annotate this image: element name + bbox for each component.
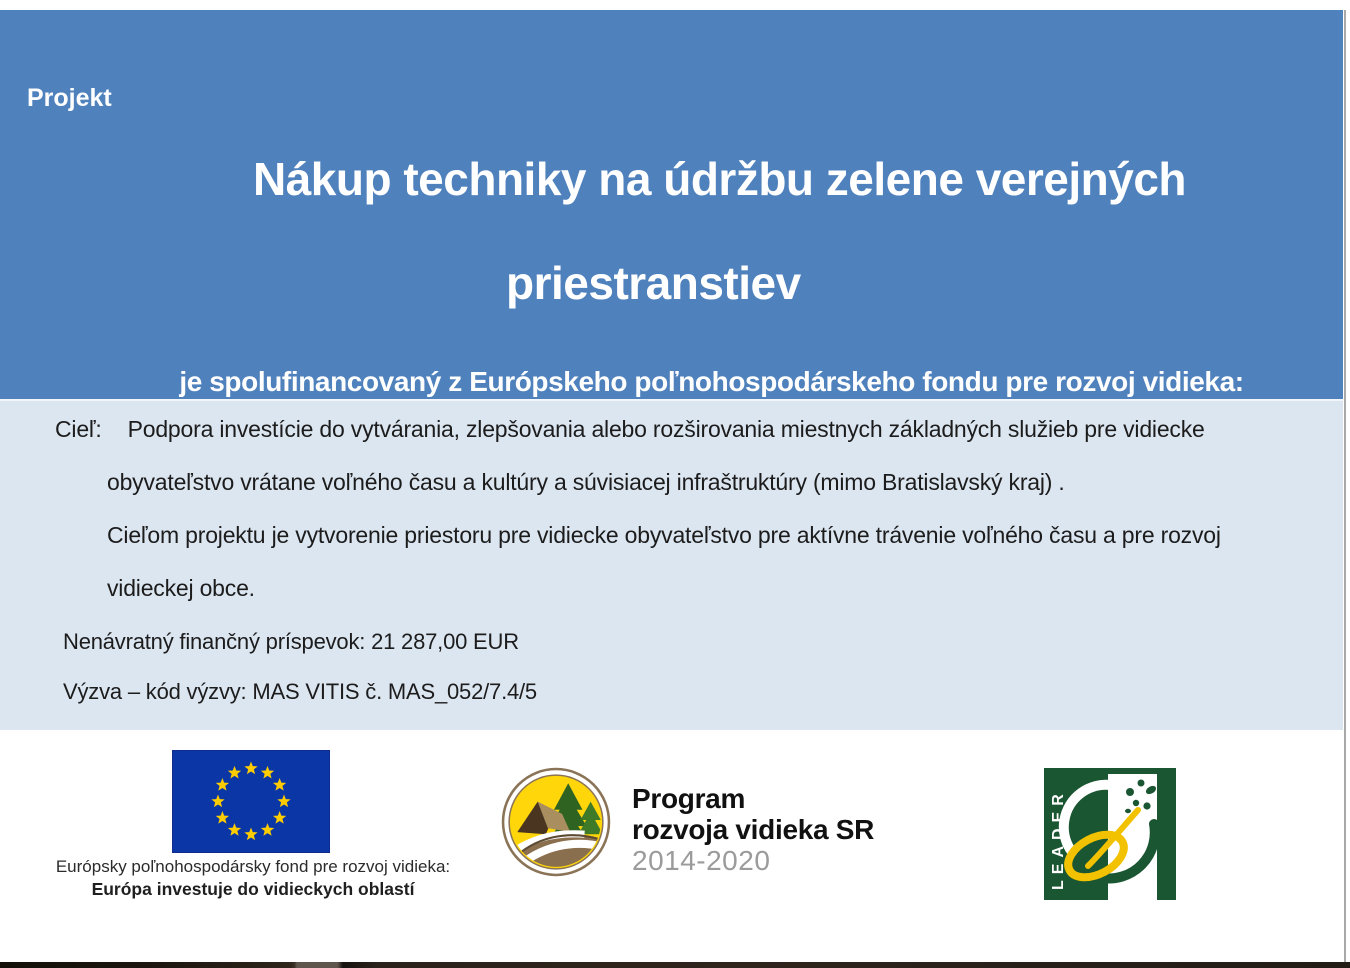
leader-label: LEADER: [1050, 788, 1067, 890]
prv-years: 2014-2020: [632, 845, 771, 876]
window-right-border: [1344, 10, 1346, 962]
eu-flag-svg: [172, 750, 330, 853]
goal-line-3: Cieľom projektu je vytvorenie priestoru pre vidiecke obyvateľstvo pre aktívne trávenie voľného času a pre rozvoj: [107, 522, 1221, 548]
prv-emblem-icon: [501, 767, 611, 877]
grant-amount-line: Nenávratný finančný príspevok: 21 287,00 EUR: [63, 629, 519, 654]
header-block: [0, 10, 1343, 399]
eu-fund-caption-line1: Európsky poľnohospodársky fond pre rozvoj vidieka:: [55, 857, 451, 876]
goal-line-1: [55, 416, 1205, 443]
goal-line-4: vidieckej obce.: [107, 575, 255, 601]
prv-emblem-svg: [501, 767, 611, 877]
bottom-edge-strip: [0, 962, 1350, 968]
leader-logo-icon: [1044, 768, 1176, 900]
kicker-label: Projekt: [27, 84, 112, 112]
goal-line-2: obyvateľstvo vrátane voľného času a kultúry a súvisiacej infraštruktúry (mimo Bratislavský kraj) .: [107, 469, 1065, 495]
call-code-line: Výzva – kód výzvy: MAS VITIS č. MAS_052/7.4/5: [63, 679, 537, 704]
eu-fund-caption-line2: Európa investuje do vidieckych oblastí: [91, 879, 415, 899]
prv-wordmark-line2: rozvoja vidieka SR: [632, 814, 875, 845]
project-title-line1: Nákup techniky na údržbu zelene verejných: [253, 153, 1187, 205]
goal-label: Cieľ:: [55, 416, 102, 442]
goal-text-1: Podpora investície do vytvárania, zlepšovania alebo rozširovania miestnych základných služieb pre vidiecke: [127, 416, 1205, 442]
project-title-line2: priestranstiev: [506, 257, 801, 309]
eu-fund-caption: [48, 856, 458, 900]
project-info-panel: [0, 399, 1343, 730]
prv-wordmark: [632, 783, 874, 876]
eu-flag-icon: [172, 750, 330, 853]
prv-wordmark-line1: Program: [632, 783, 746, 814]
cofinancing-subtitle: je spolufinancovaný z Európskeho poľnohospodárskeho fondu pre rozvoj vidieka:: [179, 366, 1244, 397]
